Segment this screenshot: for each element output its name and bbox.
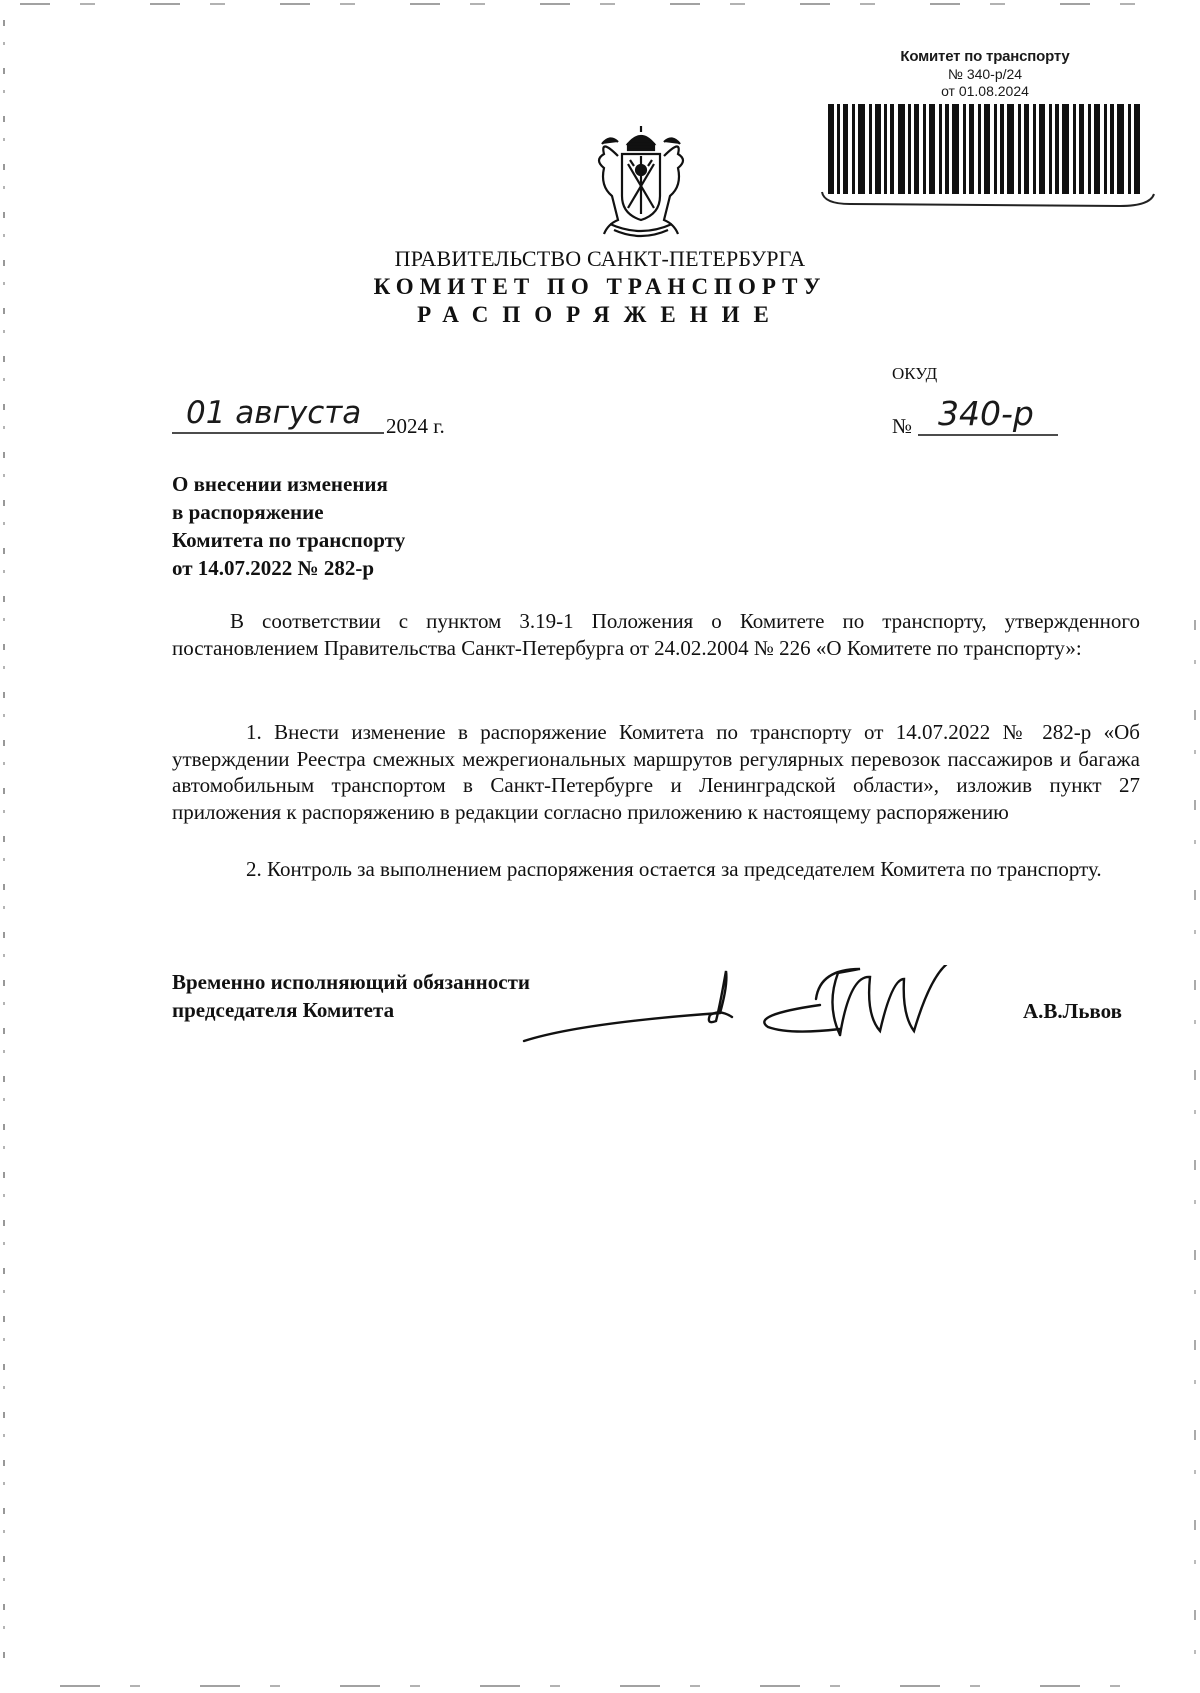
stamp-date: от 01.08.2024: [941, 83, 1029, 99]
coat-of-arms-icon: [590, 126, 692, 238]
subject-line: в распоряжение: [172, 500, 324, 524]
scan-edge-top: [20, 3, 1180, 5]
registration-stamp: [820, 48, 1150, 100]
order-item-1: 1. Внести изменение в распоряжение Комитета по транспорту от 14.07.2022 № 282-р «Об утверждении Реестра смежных межрегиональных маршрутов регулярных перевозок пассажиров и багажа автомобильным транспортом в Санкт-Петербурге и Ленинградской области», изложив пункт 27 приложения к распоряжению в редакции согласно приложению к настоящему распоряжению: [172, 720, 1140, 824]
handwritten-date-text: 01 августа: [186, 395, 362, 431]
signatory-title-line: Временно исполняющий обязанности: [172, 970, 531, 994]
barcode: [828, 104, 1142, 194]
subject-line: от 14.07.2022 № 282-р: [172, 556, 375, 580]
stamp-number: № 340-р/24: [947, 66, 1023, 82]
signatory-title: [172, 968, 530, 1024]
signatory-title-line: председателя Комитета: [172, 998, 395, 1022]
stamp-org: Комитет по транспорту: [900, 48, 1070, 65]
government-title: ПРАВИТЕЛЬСТВО САНКТ-ПЕТЕРБУРГА: [394, 246, 806, 271]
document-subject: [172, 470, 405, 582]
order-item-2: 2. Контроль за выполнением распоряжения остается за председателем Комитета по транспорту.: [246, 857, 1102, 881]
stamp-underline: [820, 190, 1156, 216]
document-type: РАСПОРЯЖЕНИЕ: [417, 302, 783, 327]
okud-label: ОКУД: [892, 364, 938, 383]
signatory-name: А.В.Львов: [1023, 999, 1122, 1023]
number-sign: №: [892, 414, 913, 438]
handwritten-date: [172, 393, 384, 441]
handwritten-signature: [520, 965, 1040, 1043]
handwritten-number: [918, 395, 1058, 451]
scan-edge-right: [1194, 620, 1196, 1680]
subject-line: О внесении изменения: [172, 472, 388, 496]
subject-line: Комитета по транспорту: [172, 528, 406, 552]
date-year: 2024 г.: [386, 414, 445, 438]
committee-title: КОМИТЕТ ПО ТРАНСПОРТУ: [373, 274, 827, 299]
handwritten-number-text: 340-р: [938, 395, 1034, 433]
scan-edge-bottom: [60, 1685, 1180, 1687]
preamble-paragraph: В соответствии с пунктом 3.19-1 Положения о Комитете по транспорту, утвержденного постановлением Правительства Санкт-Петербурга от 24.02.2004 № 226 «О Комитете по транспорту»:: [172, 609, 1140, 660]
